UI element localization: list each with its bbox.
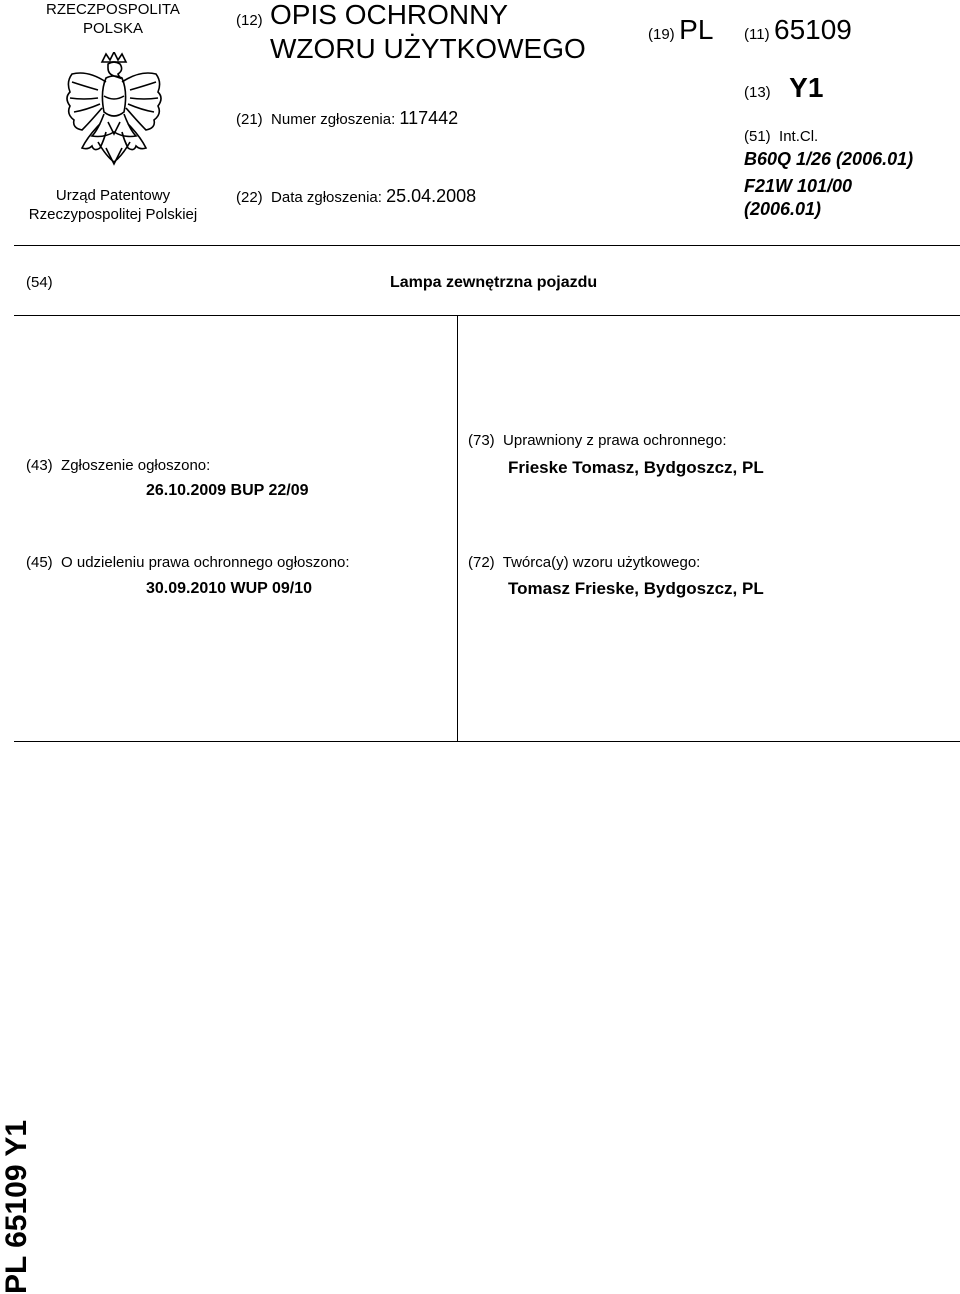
application-date [236, 186, 476, 207]
classification-entry-2b: (2006.01) [744, 199, 822, 219]
country-code-code: (19) [648, 26, 675, 43]
announcement-label-row [26, 457, 210, 474]
classification-entry-2a: F21W 101/00 [744, 176, 853, 196]
application-number-value: 117442 [399, 108, 459, 128]
classification-entry-1: B60Q 1/26 (2006.01) [744, 149, 914, 169]
creator-label: Twórca(y) wzoru użytkowego: [502, 554, 701, 571]
document-title: Lampa zewnętrzna pojazdu [390, 274, 598, 291]
creator-code: (72) [468, 554, 495, 571]
country-code-value: PL [679, 14, 714, 45]
announcement-code: (43) [26, 457, 53, 474]
owner-label: Uprawniony z prawa ochronnego: [503, 432, 727, 449]
classification [744, 128, 818, 145]
country-line2: POLSKA [82, 20, 144, 37]
doc-type-line2: WZORU UŻYTKOWEGO [270, 33, 586, 64]
office-line1: Urząd Patentowy [55, 187, 171, 204]
classification-code: (51) [744, 128, 771, 145]
owner-code: (73) [468, 432, 495, 449]
grant-value: 30.09.2010 WUP 09/10 [146, 580, 313, 597]
doc-type-code: (12) [236, 12, 263, 29]
title-code: (54) [26, 274, 53, 291]
kind-code [744, 72, 823, 104]
creator-label-row [468, 554, 700, 571]
grant-code: (45) [26, 554, 53, 571]
owner-value: Frieske Tomasz, Bydgoszcz, PL [508, 458, 764, 477]
office-line2: Rzeczypospolitej Polskiej [28, 206, 198, 223]
application-date-label: Data zgłoszenia: [271, 189, 382, 206]
kind-code-value: Y1 [789, 72, 824, 103]
divider-top [14, 245, 960, 246]
country-name [0, 0, 226, 38]
side-label: PL 65109 Y1 [0, 1119, 33, 1294]
divider-vertical [457, 315, 458, 741]
publication-number-code: (11) [744, 26, 770, 43]
grant-label-row [26, 554, 350, 571]
grant-label: O udzieleniu prawa ochronnego ogłoszono: [61, 554, 350, 571]
doc-type-title [270, 0, 586, 66]
application-number-code: (21) [236, 111, 263, 128]
application-date-code: (22) [236, 189, 263, 206]
divider-middle [14, 315, 960, 316]
polish-eagle-emblem-icon [58, 52, 170, 168]
owner-label-row [468, 432, 727, 449]
doc-type-line1: OPIS OCHRONNY [270, 0, 509, 30]
country-code [648, 14, 713, 46]
application-number [236, 108, 458, 129]
patent-office [0, 186, 226, 224]
kind-code-code: (13) [744, 84, 771, 101]
classification-label: Int.Cl. [779, 128, 819, 145]
publication-number [744, 14, 852, 46]
announcement-value: 26.10.2009 BUP 22/09 [146, 482, 309, 499]
country-line1: RZECZPOSPOLITA [46, 1, 180, 18]
announcement-label: Zgłoszenie ogłoszono: [61, 457, 211, 474]
creator-value: Tomasz Frieske, Bydgoszcz, PL [508, 579, 764, 598]
application-number-label: Numer zgłoszenia: [271, 111, 396, 128]
application-date-value: 25.04.2008 [386, 186, 477, 206]
divider-bottom [14, 741, 960, 742]
publication-number-value: 65109 [774, 14, 852, 45]
